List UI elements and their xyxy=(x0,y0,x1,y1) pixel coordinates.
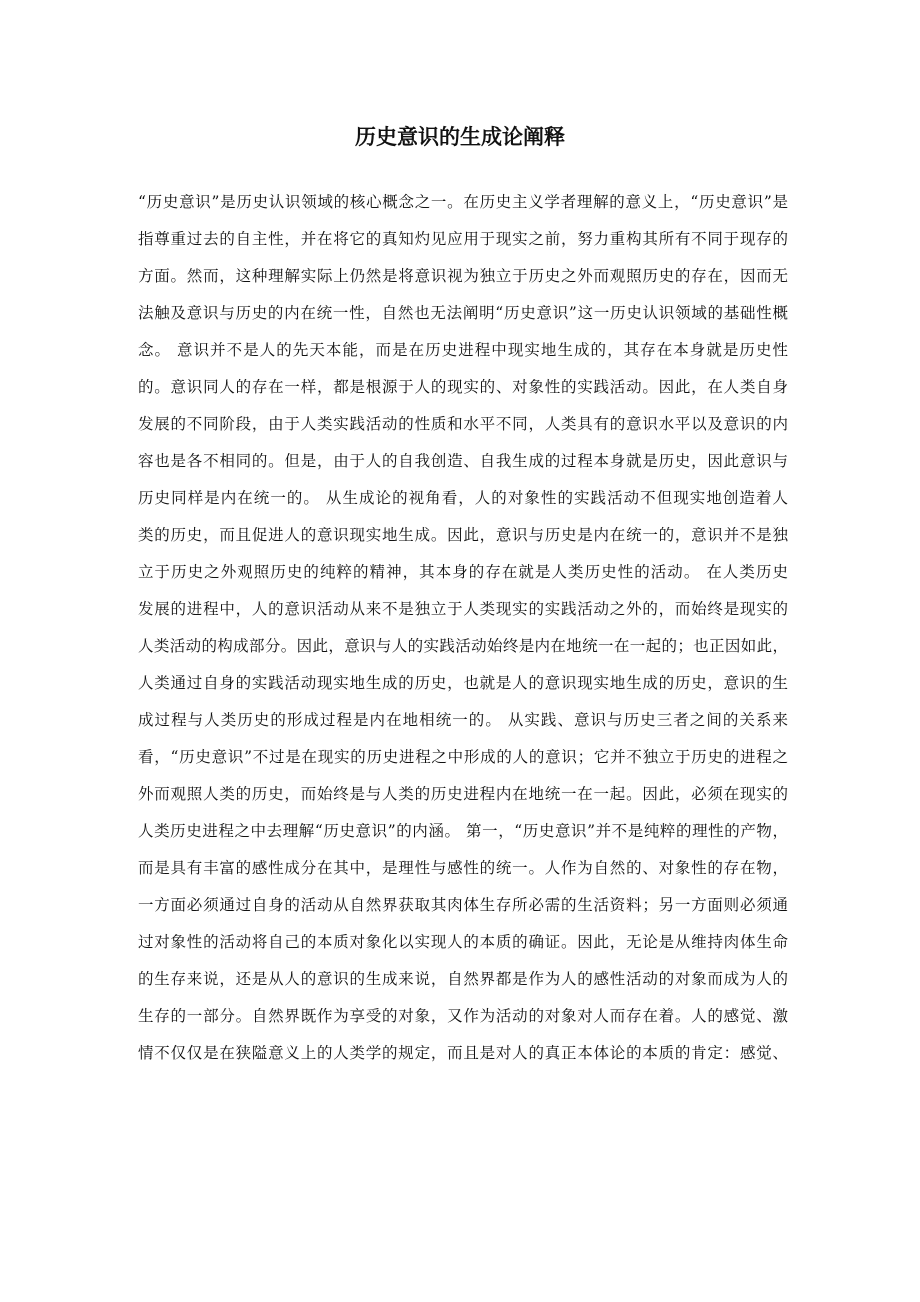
body-line: 看，“历史意识”不过是在现实的历史进程之中形成的人的意识；它并不独立于历史的进程之 xyxy=(138,748,788,766)
body-line: 念。 意识并不是人的先天本能，而是在历史进程中现实地生成的，其存在本身就是历史性 xyxy=(138,341,788,359)
body-line: 历史同样是内在统一的。 从生成论的视角看，人的对象性的实践活动不但现实地创造着人 xyxy=(138,489,788,507)
body-line: 一方面必须通过自身的活动从自然界获取其肉体生存所必需的生活资料；另一方面则必须通 xyxy=(138,896,788,914)
body-line: 而是具有丰富的感性成分在其中，是理性与感性的统一。人作为自然的、对象性的存在物， xyxy=(138,859,788,877)
body-line: 发展的进程中，人的意识活动从来不是独立于人类现实的实践活动之外的，而始终是现实的 xyxy=(138,600,788,618)
body-line: 的生存来说，还是从人的意识的生成来说，自然界都是作为人的感性活动的对象而成为人的 xyxy=(138,970,788,988)
body-line: 类的历史，而且促进人的意识现实地生成。因此，意识与历史是内在统一的，意识并不是独 xyxy=(138,526,788,544)
document-body xyxy=(138,184,788,1072)
body-line: 发展的不同阶段，由于人类实践活动的性质和水平不同，人类具有的意识水平以及意识的内 xyxy=(138,415,788,433)
document-title: 历史意识的生成论阐释 xyxy=(355,125,565,149)
body-line: 立于历史之外观照历史的纯粹的精神，其本身的存在就是人类历史性的活动。 在人类历史 xyxy=(138,563,788,581)
body-line: 生存的一部分。自然界既作为享受的对象，又作为活动的对象对人而存在着。人的感觉、激 xyxy=(138,1007,788,1025)
body-line: 外而观照人类的历史，而始终是与人类的历史进程内在地统一在一起。因此，必须在现实的 xyxy=(138,785,788,803)
body-line: 情不仅仅是在狭隘意义上的人类学的规定，而且是对人的真正本体论的本质的肯定：感觉、 xyxy=(138,1044,788,1062)
body-line: “历史意识”是历史认识领域的核心概念之一。在历史主义学者理解的意义上，“历史意识”是 xyxy=(138,193,788,211)
body-line: 方面。然而，这种理解实际上仍然是将意识视为独立于历史之外而观照历史的存在，因而无 xyxy=(138,267,788,285)
body-line: 法触及意识与历史的内在统一性，自然也无法阐明“历史意识”这一历史认识领域的基础性概 xyxy=(138,304,788,322)
body-line: 过对象性的活动将自己的本质对象化以实现人的本质的确证。因此，无论是从维持肉体生命 xyxy=(138,933,788,951)
body-line: 成过程与人类历史的形成过程是内在地相统一的。 从实践、意识与历史三者之间的关系来 xyxy=(138,711,788,729)
body-line: 人类历史进程之中去理解“历史意识”的内涵。 第一，“历史意识”并不是纯粹的理性的产物， xyxy=(138,822,788,840)
body-line: 人类通过自身的实践活动现实地生成的历史，也就是人的意识现实地生成的历史，意识的生 xyxy=(138,674,788,692)
body-line: 人类活动的构成部分。因此，意识与人的实践活动始终是内在地统一在一起的；也正因如此， xyxy=(138,637,788,655)
body-line: 的。意识同人的存在一样，都是根源于人的现实的、对象性的实践活动。因此，在人类自身 xyxy=(138,378,788,396)
body-line: 容也是各不相同的。但是，由于人的自我创造、自我生成的过程本身就是历史，因此意识与 xyxy=(138,452,788,470)
body-line: 指尊重过去的自主性，并在将它的真知灼见应用于现实之前，努力重构其所有不同于现存的 xyxy=(138,230,788,248)
